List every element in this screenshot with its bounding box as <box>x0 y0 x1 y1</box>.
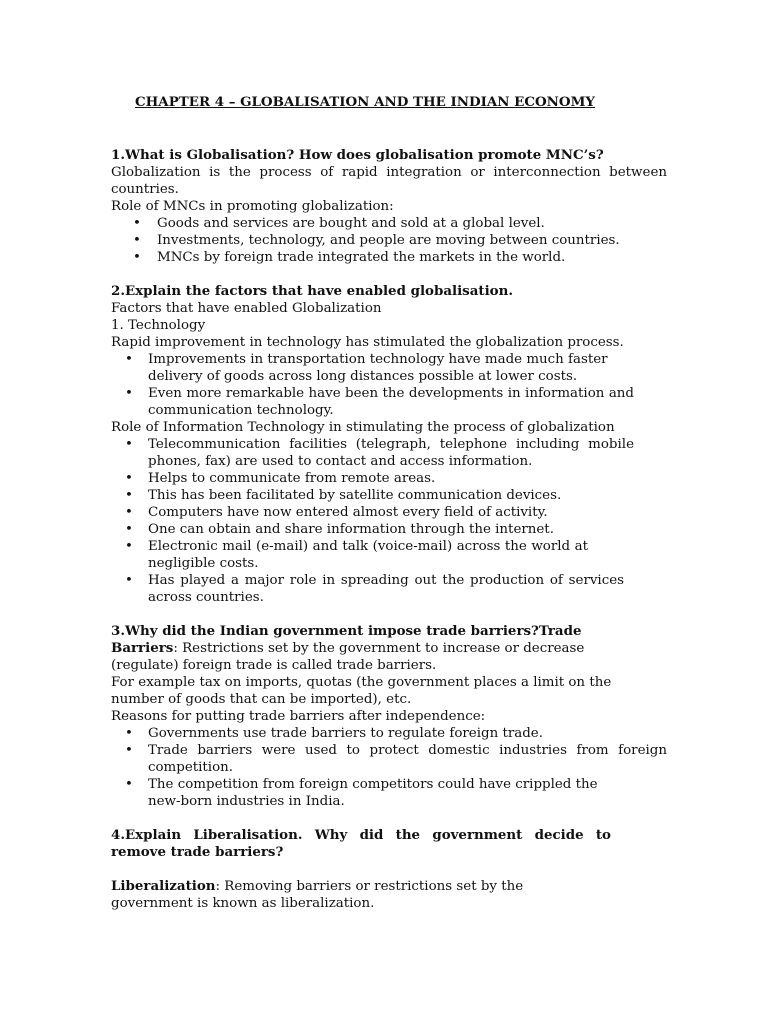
liberalization-term: Liberalization <box>111 878 216 894</box>
question-3: 3.Why did the Indian government impose trade barriers?Trade <box>111 623 582 639</box>
globalization-definition: Globalization is the process of rapid integration or interconnection between countries. <box>111 165 667 197</box>
section-4 <box>111 827 667 912</box>
liberalization-definition <box>111 878 551 912</box>
technology-subheading: 1. Technology <box>111 318 206 333</box>
list-item: • Trade barriers were used to protect domestic industries from foreign competition. <box>111 742 667 776</box>
list-item: • Improvements in transportation technology have made much faster delivery of goods across long distances possible at lower costs. <box>111 351 628 385</box>
trade-barriers-example: For example tax on imports, quotas (the government places a limit on the number of goods that can be imported), etc. <box>111 675 612 707</box>
list-item: • Telecommunication facilities (telegraph, telephone including mobile phones, fax) are used to contact and access information. <box>111 436 634 470</box>
reasons-heading: Reasons for putting trade barriers after independence: <box>111 709 486 724</box>
it-role-heading: Role of Information Technology in stimulating the process of globalization <box>111 420 615 435</box>
list-item: • Goods and services are bought and sold at a global level. <box>111 215 667 232</box>
list-item: • Has played a major role in spreading out the production of services across countries. <box>111 572 624 606</box>
section-1 <box>111 147 667 266</box>
trade-barriers-term: Barriers <box>111 640 174 656</box>
list-item: • One can obtain and share information through the internet. <box>111 521 667 538</box>
list-item: • Investments, technology, and people are moving between countries. <box>111 232 667 249</box>
page-title: CHAPTER 4 – GLOBALISATION AND THE INDIAN ECONOMY <box>135 94 595 110</box>
list-item: • The competition from foreign competitors could have crippled the new-born industries in India. <box>111 776 628 810</box>
list-item: • Electronic mail (e-mail) and talk (voice-mail) across the world at negligible costs. <box>111 538 588 572</box>
trade-barriers-definition <box>111 640 611 674</box>
technology-text: Rapid improvement in technology has stimulated the globalization process. <box>111 335 624 350</box>
list-item: • Governments use trade barriers to regulate foreign trade. <box>111 725 667 742</box>
list-item: • Helps to communicate from remote areas. <box>111 470 667 487</box>
mnc-role-list <box>111 215 667 266</box>
mnc-role-heading: Role of MNCs in promoting globalization: <box>111 199 394 214</box>
liberalization-definition-text: : Removing barriers or restrictions set by the government is known as liberalization. <box>111 879 524 911</box>
question-1: 1.What is Globalisation? How does globalisation promote MNC’s? <box>111 147 604 163</box>
factors-intro: Factors that have enabled Globalization <box>111 301 382 316</box>
it-role-list <box>111 436 667 606</box>
technology-list <box>111 351 667 419</box>
list-item: • Even more remarkable have been the developments in information and communication technology. <box>111 385 634 419</box>
document-page <box>111 94 667 912</box>
list-item: • Computers have now entered almost every field of activity. <box>111 504 667 521</box>
question-4: 4.Explain Liberalisation. Why did the government decide to remove trade barriers? <box>111 827 611 860</box>
list-item: • This has been facilitated by satellite communication devices. <box>111 487 667 504</box>
section-2 <box>111 283 667 606</box>
trade-barriers-definition-text: : Restrictions set by the government to increase or decrease (regulate) foreign trade is called trade barriers. <box>111 641 585 673</box>
reasons-list <box>111 725 667 810</box>
question-2: 2.Explain the factors that have enabled globalisation. <box>111 283 514 299</box>
list-item: • MNCs by foreign trade integrated the markets in the world. <box>111 249 667 266</box>
section-3 <box>111 623 667 810</box>
